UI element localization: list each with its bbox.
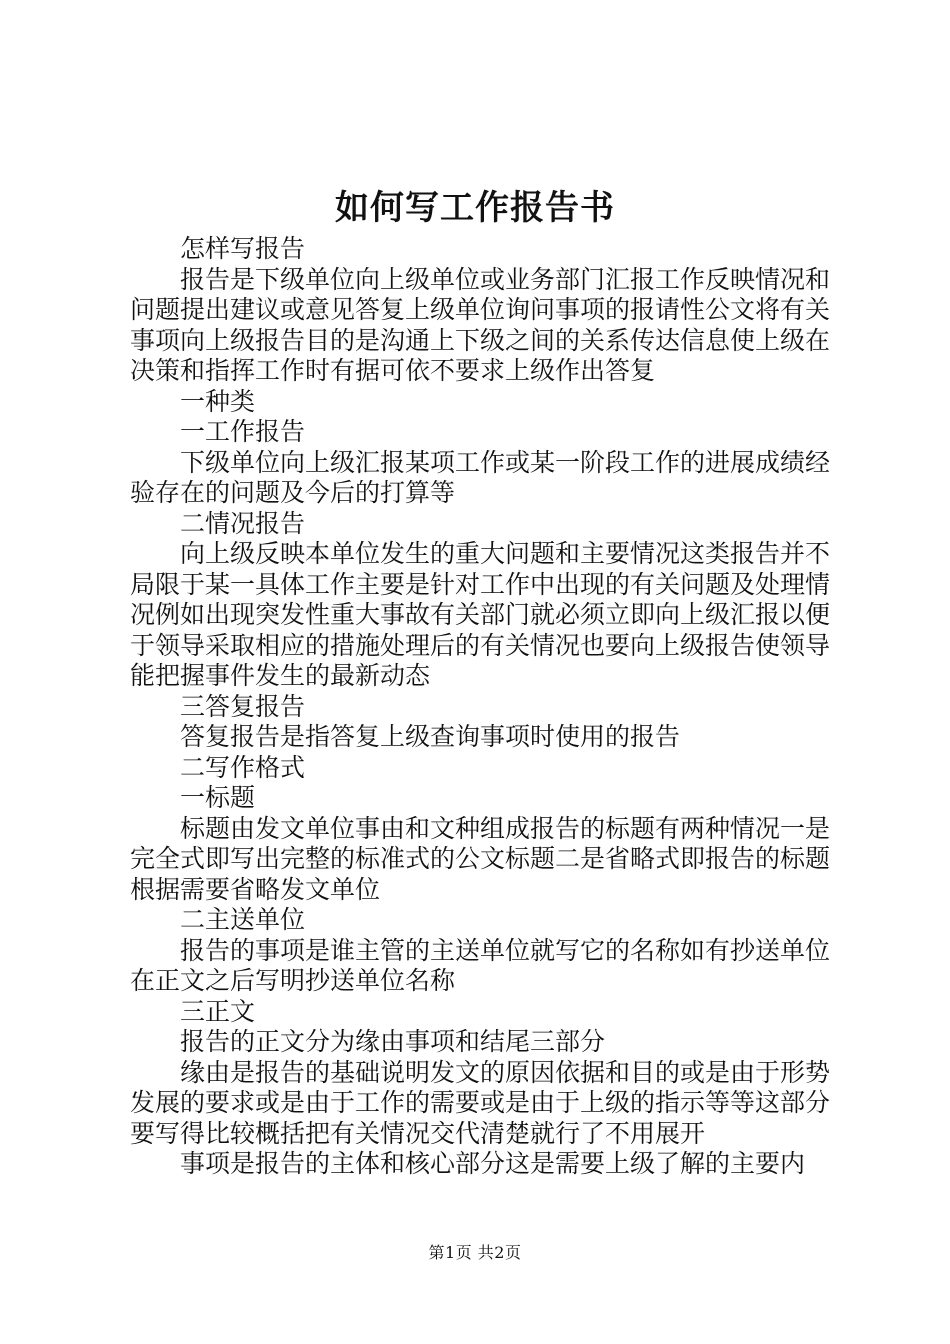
paragraph: 向上级反映本单位发生的重大问题和主要情况这类报告并不局限于某一具体工作主要是针对工作中出现的有关问题及处理情况例如出现突发性重大事故有关部门就必须立即向上级汇报以便于领导采取相应的措施处理后的有关情况也要向上级报告使领导能把握事件发生的最新动态 <box>130 539 831 690</box>
paragraph: 答复报告是指答复上级查询事项时使用的报告 <box>180 722 681 751</box>
paragraph: 下级单位向上级汇报某项工作或某一阶段工作的进展成绩经验存在的问题及今后的打算等 <box>130 447 831 507</box>
paragraph: 一标题 <box>180 783 256 812</box>
paragraph: 标题由发文单位事由和文种组成报告的标题有两种情况一是完全式即写出完整的标准式的公文标题二是省略式即报告的标题根据需要省略发文单位 <box>130 813 831 904</box>
paragraph: 二情况报告 <box>180 508 306 538</box>
paragraph: 三正文 <box>180 996 256 1026</box>
paragraph: 二主送单位 <box>180 905 306 934</box>
paragraph: 报告是下级单位向上级单位或业务部门汇报工作反映情况和问题提出建议或意见答复上级单位询问事项的报请性公文将有关事项向上级报告目的是沟通上下级之间的关系传达信息使上级在决策和指挥工作时有据可依不要求上级作出答复 <box>130 264 831 385</box>
paragraph: 一工作报告 <box>180 417 306 446</box>
paragraph: 一种类 <box>180 386 256 416</box>
paragraph: 事项是报告的主体和核心部分这是需要上级了解的主要内 <box>180 1149 806 1178</box>
paragraph: 缘由是报告的基础说明发文的原因依据和目的或是由于形势发展的要求或是由于工作的需要或是由于上级的指示等等这部分要写得比较概括把有关情况交代清楚就行了不用展开 <box>130 1057 831 1148</box>
paragraph: 报告的正文分为缘由事项和结尾三部分 <box>180 1027 606 1056</box>
document-title: 如何写工作报告书 <box>335 188 615 228</box>
paragraph: 二写作格式 <box>180 752 306 782</box>
document-body <box>130 234 830 1180</box>
paragraph: 三答复报告 <box>180 691 306 721</box>
paragraph: 怎样写报告 <box>180 234 306 263</box>
page-number-footer: 第1页 共2页 <box>428 1243 522 1262</box>
paragraph: 报告的事项是谁主管的主送单位就写它的名称如有抄送单位在正文之后写明抄送单位名称 <box>130 935 831 995</box>
